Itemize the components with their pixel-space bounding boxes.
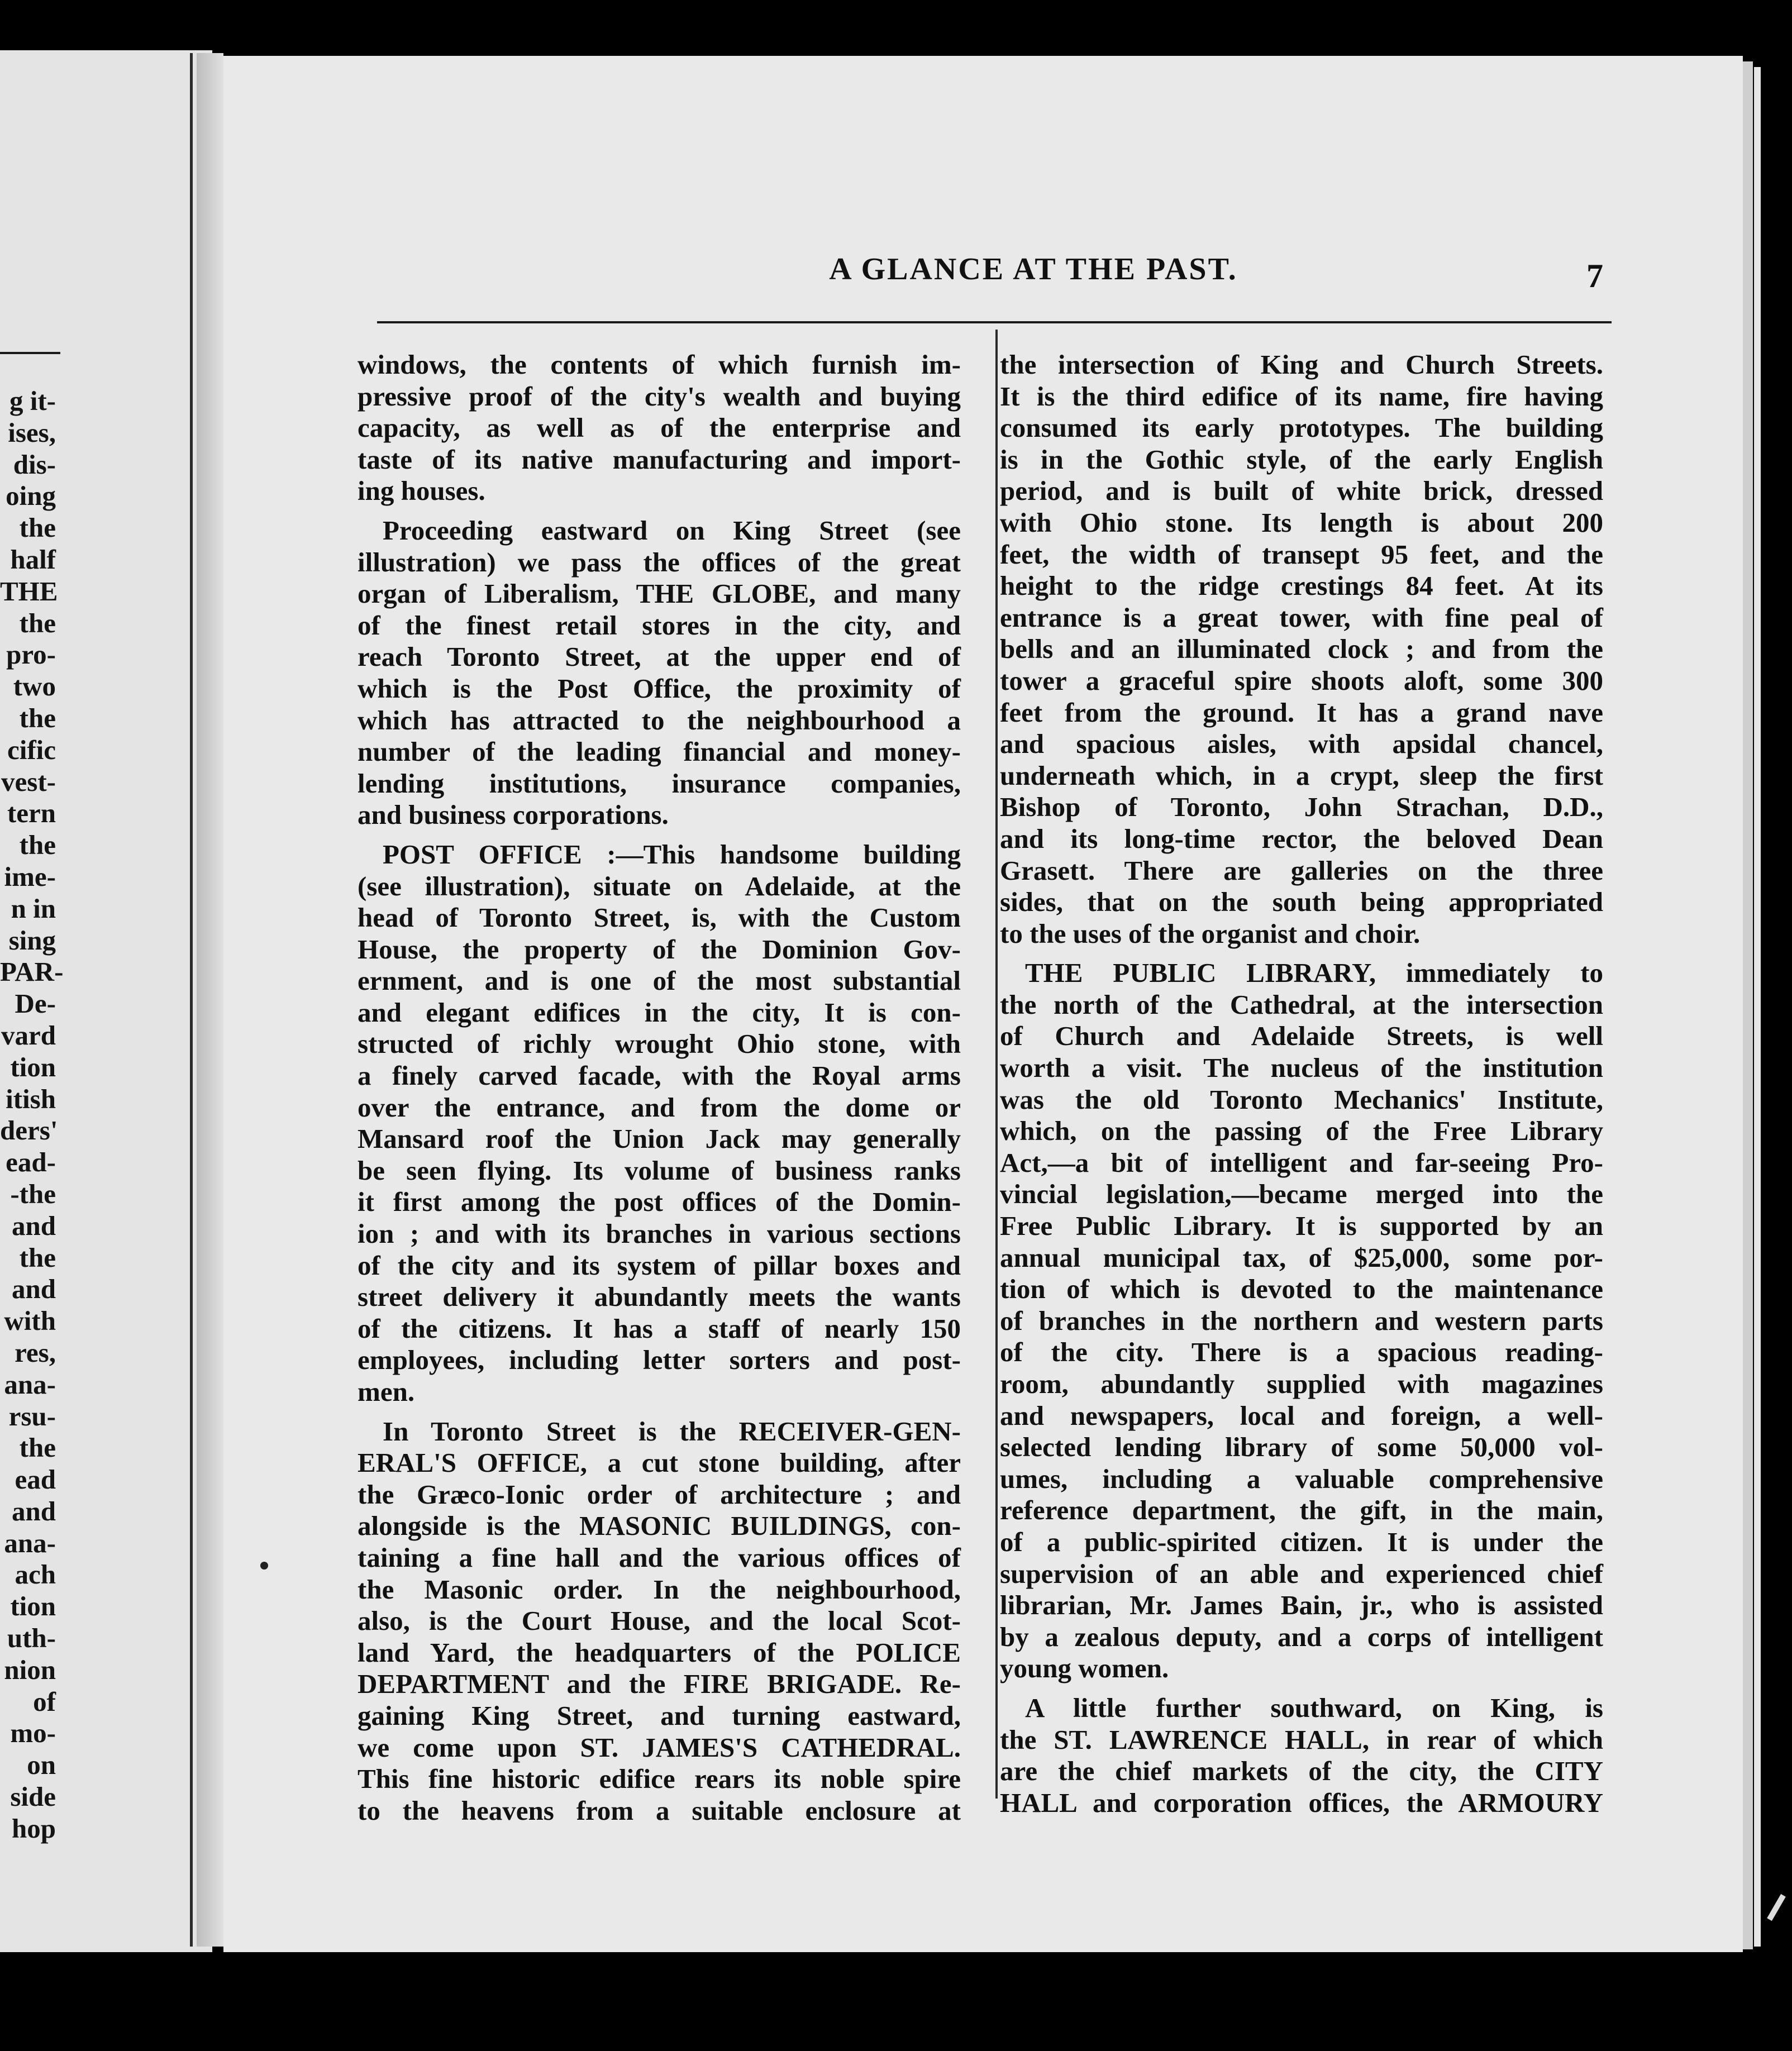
text-line: underneath which, in a crypt, sleep the first [1000, 760, 1603, 791]
previous-page-fragment: ach [15, 1559, 56, 1590]
previous-page-fragment: two [13, 671, 56, 702]
text-line: A little further southward, on King, is [1025, 1692, 1603, 1723]
page-number: 7 [1586, 257, 1603, 294]
right-text-column [1000, 349, 1603, 1819]
previous-page-fragment: and [11, 1273, 56, 1305]
previous-page-fragment: vest- [1, 766, 56, 797]
paragraph-gap [358, 831, 961, 839]
previous-page-fragment: vard [1, 1019, 56, 1051]
text-line: ing houses. [358, 475, 485, 507]
text-line: Mansard roof the Union Jack may generally [358, 1123, 961, 1155]
previous-page-fragment: with [4, 1305, 56, 1337]
previous-page-head-rule [0, 352, 60, 354]
text-line: vincial legislation,—became merged into the [1000, 1179, 1603, 1210]
text-line: and business corporations. [358, 799, 669, 831]
text-line: which has attracted to the neighbourhood a [358, 704, 961, 736]
text-line: feet, the width of transept 95 feet, and the [1000, 538, 1603, 570]
paragraph-gap [1000, 950, 1603, 957]
previous-page-fragment: tion [10, 1591, 56, 1622]
previous-page-fragment: nion [4, 1654, 56, 1685]
text-line: reach Toronto Street, at the upper end of [358, 641, 961, 672]
text-line: It is the third edifice of its name, fire having [1000, 380, 1603, 412]
text-line: room, abundantly supplied with magazines [1000, 1368, 1603, 1399]
text-line: POST OFFICE :—This handsome building [383, 838, 961, 870]
previous-page-fragment: ead- [6, 1147, 56, 1178]
text-line: of the city. There is a spacious reading- [1000, 1337, 1603, 1368]
text-line: it first among the post offices of the Domin- [358, 1186, 961, 1218]
previous-page-fragment: n in [11, 893, 56, 924]
previous-page-fragment: ana- [4, 1368, 56, 1400]
text-line: which, on the passing of the Free Library [1000, 1115, 1603, 1147]
text-line: capacity, as well as of the enterprise and [358, 412, 961, 443]
text-line: alongside is the MASONIC BUILDINGS, con- [358, 1510, 961, 1542]
paragraph-gap [1000, 1685, 1603, 1692]
text-line: tion of which is devoted to the maintenance [1000, 1273, 1603, 1305]
text-line: umes, including a valuable comprehensive [1000, 1463, 1603, 1494]
previous-page-fragment: ders' [0, 1115, 58, 1146]
text-line: illustration) we pass the offices of the great [358, 546, 961, 578]
text-line: of the city and its system of pillar boxes and [358, 1249, 961, 1281]
previous-page-fragment: ime- [4, 861, 56, 892]
page-edge [1743, 61, 1753, 1949]
text-line: librarian, Mr. James Bain, jr., who is assisted [1000, 1590, 1603, 1621]
text-line: (see illustration), situate on Adelaide, at the [358, 870, 961, 902]
text-line: of branches in the northern and western parts [1000, 1305, 1603, 1336]
previous-page-fragment: on [27, 1749, 56, 1781]
text-line: HALL and corporation offices, the ARMOURY [1000, 1787, 1603, 1818]
text-line: entrance is a great tower, with fine peal of [1000, 602, 1603, 633]
text-line: is in the Gothic style, of the early English [1000, 443, 1603, 475]
text-line: and spacious aisles, with apsidal chancel, [1000, 728, 1603, 760]
page-edge-inner [1754, 67, 1761, 1947]
text-line: In Toronto Street is the RECEIVER-GEN- [383, 1415, 961, 1447]
previous-page-fragment: ead [15, 1464, 56, 1495]
previous-page-fragment: ana- [4, 1527, 56, 1558]
text-line: ion ; and with its branches in various sections [358, 1218, 961, 1249]
paragraph-gap [358, 507, 961, 515]
text-line: taste of its native manufacturing and import- [358, 443, 961, 475]
previous-page-fragment: res, [15, 1337, 56, 1368]
previous-page-fragment: oing [6, 480, 56, 512]
previous-page-fragment: the [19, 512, 56, 543]
text-line: taining a fine hall and the various offices of [358, 1542, 961, 1573]
text-line: of a public-spirited citizen. It is under the [1000, 1526, 1603, 1557]
previous-page-fragment: dis- [13, 449, 56, 480]
text-line: and elegant edifices in the city, It is con- [358, 996, 961, 1028]
text-line: and newspapers, local and foreign, a well- [1000, 1400, 1603, 1431]
text-line: street delivery it abundantly meets the wants [358, 1281, 961, 1313]
previous-page-fragment: side [10, 1781, 56, 1812]
text-line: tower a graceful spire shoots aloft, some 300 [1000, 665, 1603, 696]
previous-page-fragment: tern [7, 798, 56, 829]
text-line: young women. [1000, 1653, 1169, 1684]
text-line: sides, that on the south being appropriated [1000, 886, 1603, 918]
previous-page-fragment: uth- [7, 1623, 56, 1654]
text-line: with Ohio stone. Its length is about 200 [1000, 507, 1603, 538]
text-line: House, the property of the Dominion Gov- [358, 933, 961, 965]
text-line: land Yard, the headquarters of the POLICE [358, 1637, 961, 1668]
text-line: which is the Post Office, the proximity of [358, 672, 961, 704]
text-line: to the heavens from a suitable enclosure at [358, 1795, 961, 1826]
text-line: the Masonic order. In the neighbourhood, [358, 1573, 961, 1605]
text-line: windows, the contents of which furnish im- [358, 349, 961, 380]
text-line: over the entrance, and from the dome or [358, 1091, 961, 1123]
text-line: bells and an illuminated clock ; and from the [1000, 633, 1603, 665]
text-line: ernment, and is one of the most substantial [358, 965, 961, 996]
text-line: be seen flying. Its volume of business ranks [358, 1155, 961, 1186]
previous-page-text-fragments [0, 385, 64, 1845]
text-line: and its long-time rector, the beloved Dean [1000, 823, 1603, 854]
text-line: men. [358, 1376, 415, 1407]
text-line: Bishop of Toronto, John Strachan, D.D., [1000, 791, 1603, 823]
text-line: we come upon ST. JAMES'S CATHEDRAL. [358, 1732, 961, 1763]
text-line: gaining King Street, and turning eastward, [358, 1700, 961, 1731]
text-line: Free Public Library. It is supported by an [1000, 1210, 1603, 1242]
previous-page-fragment: mo- [10, 1718, 56, 1749]
previous-page-fragment: THE [0, 575, 58, 607]
text-line: pressive proof of the city's wealth and buying [358, 380, 961, 412]
previous-page-fragment: half [10, 543, 56, 575]
text-line: feet from the ground. It has a grand nave [1000, 697, 1603, 728]
header-rule [377, 321, 1612, 323]
previous-page-fragment: the [19, 1242, 56, 1273]
paragraph-gap [358, 1408, 961, 1416]
corner-mark [1767, 1894, 1786, 1921]
text-line: the ST. LAWRENCE HALL, in rear of which [1000, 1724, 1603, 1755]
text-line: reference department, the gift, in the main, [1000, 1495, 1603, 1526]
previous-page-fragment: the [19, 607, 56, 638]
previous-page-fragment: of [33, 1686, 56, 1717]
text-line: period, and is built of white brick, dressed [1000, 475, 1603, 507]
text-line: lending institutions, insurance companies, [358, 767, 961, 799]
text-line: Proceeding eastward on King Street (see [383, 514, 961, 546]
previous-page-fragment: itish [6, 1083, 56, 1114]
text-line: THE PUBLIC LIBRARY, immediately to [1025, 957, 1603, 989]
gutter-line [190, 53, 193, 1947]
text-line: consumed its early prototypes. The building [1000, 412, 1603, 443]
previous-page-fragment: ises, [8, 417, 56, 448]
previous-page-fragment: rsu- [8, 1400, 56, 1432]
previous-page-fragment: hop [11, 1812, 56, 1844]
previous-page-fragment: -the [10, 1178, 56, 1209]
previous-page-fragment: g it- [9, 385, 56, 416]
text-line: are the chief markets of the city, the CITY [1000, 1756, 1603, 1787]
text-line: annual municipal tax, of $25,000, some por- [1000, 1242, 1603, 1273]
text-line: also, is the Court House, and the local Scot- [358, 1605, 961, 1637]
text-line: head of Toronto Street, is, with the Custom [358, 902, 961, 933]
text-line: the intersection of King and Church Streets. [1000, 349, 1603, 380]
text-line: to the uses of the organist and choir. [1000, 918, 1421, 949]
text-line: ERAL'S OFFICE, a cut stone building, after [358, 1447, 961, 1478]
previous-page-fragment: the [19, 702, 56, 733]
text-line: a finely carved facade, with the Royal arms [358, 1060, 961, 1091]
previous-page-fragment: the [19, 1432, 56, 1463]
text-line: of the citizens. It has a staff of nearly 150 [358, 1313, 961, 1344]
gutter-shadow [197, 53, 223, 1947]
text-line: Grasett. There are galleries on the three [1000, 855, 1603, 886]
text-line: the Græco-Ionic order of architecture ; and [358, 1478, 961, 1510]
left-text-column [358, 349, 961, 1826]
text-line: by a zealous deputy, and a corps of intelligent [1000, 1621, 1603, 1652]
previous-page [0, 50, 212, 1952]
text-line: was the old Toronto Mechanics' Institute, [1000, 1084, 1603, 1115]
text-line: number of the leading financial and money- [358, 736, 961, 767]
column-divider [995, 330, 998, 1799]
text-line: of Church and Adelaide Streets, is well [1000, 1020, 1603, 1052]
text-line: worth a visit. The nucleus of the institution [1000, 1052, 1603, 1084]
text-line: Act,—a bit of intelligent and far-seeing Pro- [1000, 1147, 1603, 1178]
text-line: organ of Liberalism, THE GLOBE, and many [358, 578, 961, 609]
text-line: selected lending library of some 50,000 vol- [1000, 1432, 1603, 1463]
previous-page-fragment: pro- [6, 639, 56, 670]
running-head: A GLANCE AT THE PAST. [829, 252, 1238, 287]
text-line: DEPARTMENT and the FIRE BRIGADE. Re- [358, 1668, 961, 1700]
previous-page-fragment: and [11, 1210, 56, 1241]
text-line: the north of the Cathedral, at the intersection [1000, 989, 1603, 1020]
previous-page-fragment: tion [10, 1051, 56, 1082]
previous-page-fragment: and [11, 1495, 56, 1527]
previous-page-fragment: sing [8, 924, 56, 956]
previous-page-fragment: cific [7, 734, 56, 765]
text-line: supervision of an able and experienced chief [1000, 1558, 1603, 1589]
text-line: employees, including letter sorters and post- [358, 1344, 961, 1376]
previous-page-fragment: De- [15, 988, 56, 1019]
previous-page-fragment: PAR- [0, 956, 64, 988]
text-line: height to the ridge crestings 84 feet. At its [1000, 570, 1603, 602]
previous-page-fragment: the [19, 829, 56, 861]
text-line: of the finest retail stores in the city, and [358, 609, 961, 641]
text-line: structed of richly wrought Ohio stone, with [358, 1028, 961, 1060]
ink-speck [260, 1562, 268, 1570]
text-line: This fine historic edifice rears its noble spire [358, 1763, 961, 1795]
